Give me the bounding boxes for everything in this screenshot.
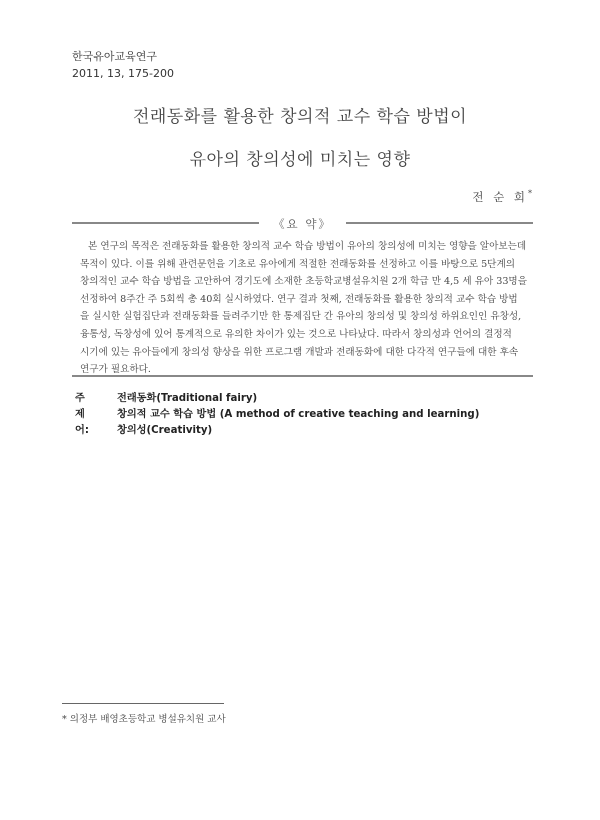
author-footnote-marker: * xyxy=(528,189,532,199)
abstract-line: 연구가 필요하다. xyxy=(80,364,151,376)
abstract-body xyxy=(80,238,527,379)
abstract-line: 선정하여 8주간 주 5회씩 총 40회 실시하였다. 연구 결과 첫째, 전래동화를 활용한 창의적 교수 학습 방법 xyxy=(80,293,518,305)
abstract-bottom-rule xyxy=(72,375,533,377)
keywords-label: 주제어: xyxy=(75,393,89,436)
keywords-list xyxy=(117,391,479,439)
journal-info xyxy=(72,48,174,82)
journal-citation: 2011, 13, 175-200 xyxy=(72,67,174,80)
abstract-line: 본 연구의 목적은 전래동화를 활용한 창의적 교수 학습 방법이 유아의 창의성에 미치는 영향을 알아보는데 xyxy=(88,241,527,252)
abstract-header-rule-right xyxy=(346,222,533,224)
keyword-item: 창의성(Creativity) xyxy=(117,425,213,436)
keyword-item: 전래동화(Traditional fairy) xyxy=(117,393,258,404)
abstract-line: 목적이 있다. 이를 위해 관련문헌을 기초로 유아에게 적절한 전래동화를 선정하고 이를 바탕으로 5단계의 xyxy=(80,258,515,270)
journal-name: 한국유아교육연구 xyxy=(72,50,158,63)
author xyxy=(472,189,532,205)
abstract-heading: 《요 약》 xyxy=(273,217,332,231)
abstract-line: 융통성, 독창성에 있어 통계적으로 유의한 차이가 있는 것으로 나타났다. 따라서 창의성과 언어의 결정적 xyxy=(80,328,512,340)
keyword-item: 창의적 교수 학습 방법 (A method of creative teaching and learning) xyxy=(117,409,480,420)
author-name: 전 순 희 xyxy=(472,190,528,204)
abstract-header xyxy=(72,216,533,230)
paper-title-line-1: 전래동화를 활용한 창의적 교수 학습 방법이 xyxy=(132,107,468,127)
abstract-line: 창의적인 교수 학습 방법을 고안하여 경기도에 소재한 초등학교병설유치원 2개 학급 만 4,5 세 유아 33명을 xyxy=(80,276,527,288)
footnote: * 의정부 배영초등학교 병설유치원 교사 xyxy=(62,714,226,725)
abstract-line: 시기에 있는 유아들에게 창의성 향상을 위한 프로그램 개발과 전래동화에 대한 다각적 연구들에 대한 후속 xyxy=(80,346,519,358)
footnote-rule xyxy=(62,703,224,704)
paper-title-line-2: 유아의 창의성에 미치는 영향 xyxy=(189,150,411,170)
abstract-line: 을 실시한 실험집단과 전래동화를 들려주기만 한 통제집단 간 유아의 창의성 및 창의성 하위요인인 유창성, xyxy=(80,311,522,323)
